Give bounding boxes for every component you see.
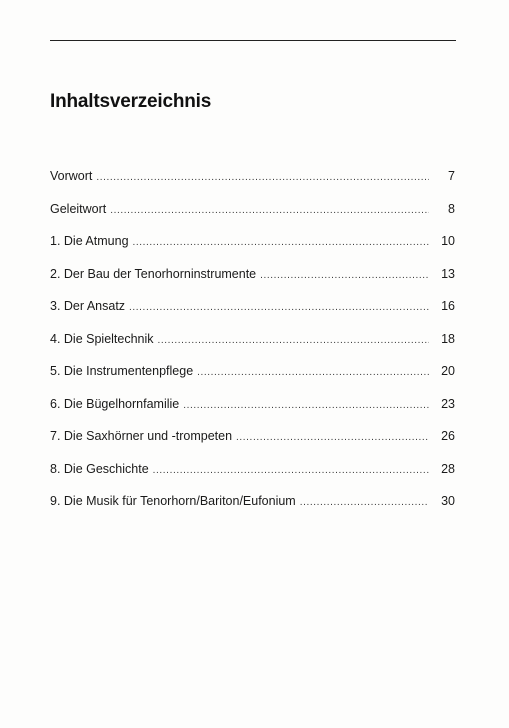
toc-page-number: 10	[441, 234, 455, 248]
toc-dot-leader	[183, 401, 429, 411]
toc-dot-leader	[300, 498, 429, 508]
toc-entry-title: 2. Der Bau der Tenorhorninstrumente	[50, 266, 257, 281]
toc-page-number: 23	[441, 396, 455, 411]
toc-entry[interactable]	[50, 332, 455, 365]
toc-entry[interactable]	[50, 299, 455, 332]
toc-dot-leader	[96, 173, 429, 183]
toc-dot-leader	[129, 303, 429, 313]
toc-entry-title: 6. Die Bügelhornfamilie	[50, 396, 180, 411]
toc-dot-leader	[260, 271, 429, 281]
toc-dot-leader	[197, 368, 429, 378]
toc-dot-leader	[158, 336, 429, 346]
toc-entry[interactable]	[50, 429, 455, 462]
toc-entry-title: 5. Die Instrumentenpflege	[50, 364, 194, 378]
toc-entry-title: 8. Die Geschichte	[50, 461, 149, 476]
toc-page-number: 18	[441, 331, 455, 346]
toc-page-number: 30	[441, 494, 455, 508]
toc-dot-leader	[236, 433, 429, 443]
toc-entry-title: 1. Die Atmung	[50, 234, 129, 248]
table-of-contents	[50, 169, 455, 527]
toc-page-number: 20	[441, 364, 455, 378]
toc-entry-title: 3. Der Ansatz	[50, 299, 126, 313]
toc-page-number: 26	[441, 429, 455, 443]
toc-entry[interactable]	[50, 494, 455, 527]
toc-dot-leader	[153, 466, 429, 476]
toc-entry-title: 9. Die Musik für Tenorhorn/Bariton/Eufonium	[50, 494, 296, 508]
toc-entry[interactable]	[50, 234, 455, 267]
toc-page-number: 16	[441, 299, 455, 313]
toc-page-number: 8	[448, 201, 455, 216]
toc-entry-title: Geleitwort	[50, 201, 107, 216]
toc-entry-title: 7. Die Saxhörner und -trompeten	[50, 429, 233, 443]
toc-entry[interactable]	[50, 267, 455, 300]
toc-entry[interactable]	[50, 169, 455, 202]
toc-entry[interactable]	[50, 462, 455, 495]
toc-entry[interactable]	[50, 397, 455, 430]
toc-page-number: 28	[441, 461, 455, 476]
header-rule	[50, 40, 456, 41]
page-title: Inhaltsverzeichnis	[50, 91, 212, 112]
toc-page-number: 7	[448, 169, 455, 183]
toc-entry[interactable]	[50, 202, 455, 235]
toc-page-number: 13	[441, 266, 455, 281]
toc-entry-title: Vorwort	[50, 169, 93, 183]
toc-dot-leader	[133, 238, 429, 248]
toc-entry[interactable]	[50, 364, 455, 397]
toc-entry-title: 4. Die Spieltechnik	[50, 331, 154, 346]
toc-dot-leader	[110, 206, 429, 216]
